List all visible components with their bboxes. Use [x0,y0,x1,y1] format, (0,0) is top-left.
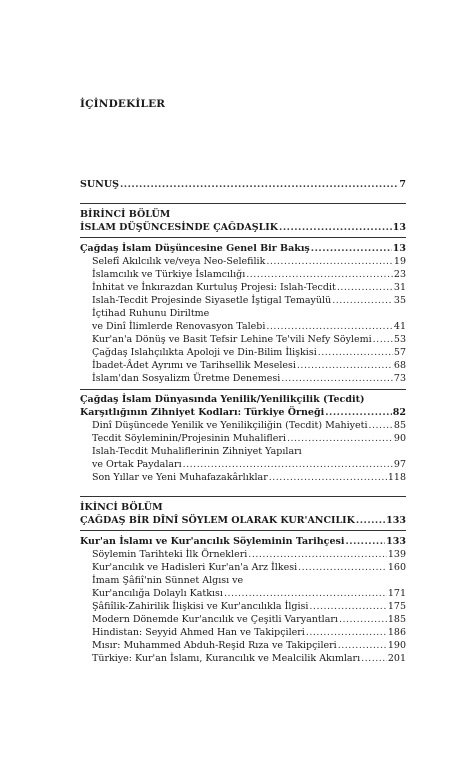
toc-entry-page: 68 [393,360,406,371]
toc-entry-page: 41 [393,321,406,332]
toc-entry-page: 185 [387,614,406,625]
toc-entry-title: Kur'an İslamı ve Kur'ancılık Söyleminin Tarihçesi [80,536,345,547]
part-label: İKİNCİ BÖLÜM [80,502,163,513]
toc-entry-page: 171 [387,588,406,599]
toc-entry-title: Tecdit Söyleminin/Projesinin Muhalifleri [92,433,286,444]
toc-entry-title: Söylemin Tarihteki İlk Örnekleri [92,549,248,560]
dot-leader [183,458,393,471]
toc-entry-page: 186 [387,627,406,638]
toc-entry-page: 35 [393,295,406,306]
dot-leader [281,372,393,385]
toc-entry[interactable] [80,600,406,613]
toc-entry-title: ve Dinî İlimlerde Renovasyon Talebi [92,321,266,332]
toc-entry[interactable] [80,255,406,268]
toc-entry[interactable] [80,561,406,574]
toc-entry-page: 139 [387,549,406,560]
dot-leader [356,514,385,527]
toc-entry[interactable] [80,626,406,639]
toc-entry-page: 133 [386,536,406,547]
toc-entry-title: SUNUŞ [80,179,119,190]
toc-entry-page: 53 [393,334,406,345]
spacer [80,484,406,496]
dot-leader [361,652,387,665]
toc-entry-page: 133 [386,515,406,526]
toc-entry-page: 19 [393,256,406,267]
dot-leader [325,406,392,419]
dot-leader [297,359,393,372]
dot-leader [269,471,387,484]
toc-entry-page: 97 [393,459,406,470]
toc-entry-chapter[interactable] [80,535,406,548]
toc-entry-title: ÇAĞDAŞ BİR DÎNÎ SÖYLEM OLARAK KUR'ANCILIK [80,515,355,526]
dot-leader [332,294,393,307]
toc-entry[interactable] [80,613,406,626]
toc-entry-sunus[interactable] [80,178,406,191]
toc-entry[interactable] [80,419,406,432]
toc-entry-page: 90 [393,433,406,444]
toc-entry-page: 57 [393,347,406,358]
toc-entry[interactable] [80,639,406,652]
toc-entry-line1: İçtihad Ruhunu Diriltme [92,308,210,319]
toc-entry-title: Çağdaş Islahçılıkta Apoloji ve Din-Bilim İlişkisi [92,347,317,358]
toc-entry-page: 190 [387,640,406,651]
dot-leader [306,626,387,639]
dot-leader [266,320,393,333]
toc-entry-page: 31 [393,282,406,293]
dot-leader [338,639,387,652]
part-label: BİRİNCİ BÖLÜM [80,209,171,220]
toc-entry-page: 175 [387,601,406,612]
section-divider [80,203,406,204]
toc-entry[interactable] [80,372,406,385]
section-divider [80,496,406,497]
dot-leader [248,548,387,561]
toc-entry[interactable] [80,359,406,372]
toc-entry[interactable] [80,281,406,294]
dot-leader [224,587,387,600]
toc-entry-page: 85 [393,420,406,431]
toc-entry[interactable] [80,471,406,484]
toc-entry-page: 13 [392,222,406,233]
toc-entry-title: Kur'an'a Dönüş ve Basit Tefsir Lehine Te'vili Nefy Söylemi [92,334,372,345]
toc-entry[interactable] [80,268,406,281]
toc-entry[interactable] [80,294,406,307]
toc-entry-page: 73 [393,373,406,384]
toc-entry-title: Mısır: Muhammed Abduh-Reşid Rıza ve Takipçileri [92,640,337,651]
dot-leader [311,242,392,255]
toc-entry-title: Şâfiîlik-Zahirilik İlişkisi ve Kur'ancılıkla İlgisi [92,601,309,612]
toc-entry[interactable] [80,346,406,359]
toc-entry-title: Hindistan: Seyyid Ahmed Han ve Takipçileri [92,627,305,638]
dot-leader [309,600,386,613]
toc-entry-title: Çağdaş İslam Düşüncesine Genel Bir Bakış [80,243,310,254]
toc-entry[interactable] [80,333,406,346]
toc-entry-line1: Islah-Tecdit Muhaliflerinin Zihniyet Yapıları [92,446,302,457]
toc-entry-title: ve Ortak Paydaları [92,459,182,470]
dot-leader [120,178,398,191]
toc-entry-title: İbadet-Âdet Ayrımı ve Tarihsellik Meselesi [92,360,296,371]
chapter-divider [80,389,406,390]
toc-entry-title: İslamcılık ve Türkiye İslamcılığı [92,269,246,280]
toc-entry-page: 82 [392,407,406,418]
page-title: İÇİNDEKİLER [80,98,166,110]
toc-entry-line1: İmam Şâfiî'nin Sünnet Algısı ve [92,575,244,586]
toc-entry[interactable] [80,432,406,445]
dot-leader [279,221,392,234]
toc-entry-title: İnhitat ve İnkırazdan Kurtuluş Projesi: Islah-Tecdit [92,282,336,293]
table-of-contents [80,178,406,665]
toc-entry-title: İslam'dan Sosyalizm Üretme Denemesi [92,373,281,384]
toc-entry[interactable] [80,320,406,333]
dot-leader [373,333,393,346]
toc-entry-part-2[interactable] [80,514,406,531]
dot-leader [369,419,393,432]
dot-leader [287,432,393,445]
toc-entry-title: Son Yıllar ve Yeni Muhafazakârlıklar [92,472,268,483]
toc-entry-chapter[interactable] [80,406,406,419]
toc-entry-page: 160 [387,562,406,573]
toc-entry-page: 7 [399,179,406,190]
toc-entry-title: Dinî Düşüncede Yenilik ve Yenilikçiliğin (Tecdit) Mahiyeti [92,420,368,431]
dot-leader [337,281,393,294]
toc-entry-page: 13 [392,243,406,254]
toc-entry-page: 201 [387,653,406,664]
toc-entry-chapter[interactable] [80,242,406,255]
dot-leader [345,535,385,548]
toc-entry-title: İSLAM DÜŞÜNCESİNDE ÇAĞDAŞLIK [80,222,279,233]
toc-entry-title: Kur'ancılığa Dolaylı Katkısı [92,588,223,599]
toc-entry-title: Selefî Akılcılık ve/veya Neo-Selefilik [92,256,266,267]
toc-chapter-line1: Çağdaş İslam Dünyasında Yenilik/Yenilikçilik (Tecdit) [80,394,365,405]
toc-entry-title: Karşıtlığının Zihniyet Kodları: Türkiye Örneği [80,407,325,418]
toc-entry[interactable] [80,587,406,600]
toc-entry-title: Türkiye: Kur'an İslamı, Kurancılık ve Mealcilik Akımları [92,653,361,664]
toc-entry-page: 23 [393,269,406,280]
dot-leader [298,561,387,574]
dot-leader [266,255,393,268]
dot-leader [318,346,393,359]
toc-entry-title: Islah-Tecdit Projesinde Siyasetle İştigal Temayülü [92,295,332,306]
toc-entry[interactable] [80,458,406,471]
toc-entry-part-1[interactable] [80,221,406,238]
toc-entry-title: Kur'ancılık ve Hadisleri Kur'an'a Arz İlkesi [92,562,298,573]
dot-leader [339,613,387,626]
toc-entry[interactable] [80,652,406,665]
dot-leader [246,268,393,281]
toc-entry-title: Modern Dönemde Kur'ancılık ve Çeşitli Varyantları [92,614,338,625]
toc-entry-page: 118 [387,472,406,483]
toc-entry[interactable] [80,548,406,561]
